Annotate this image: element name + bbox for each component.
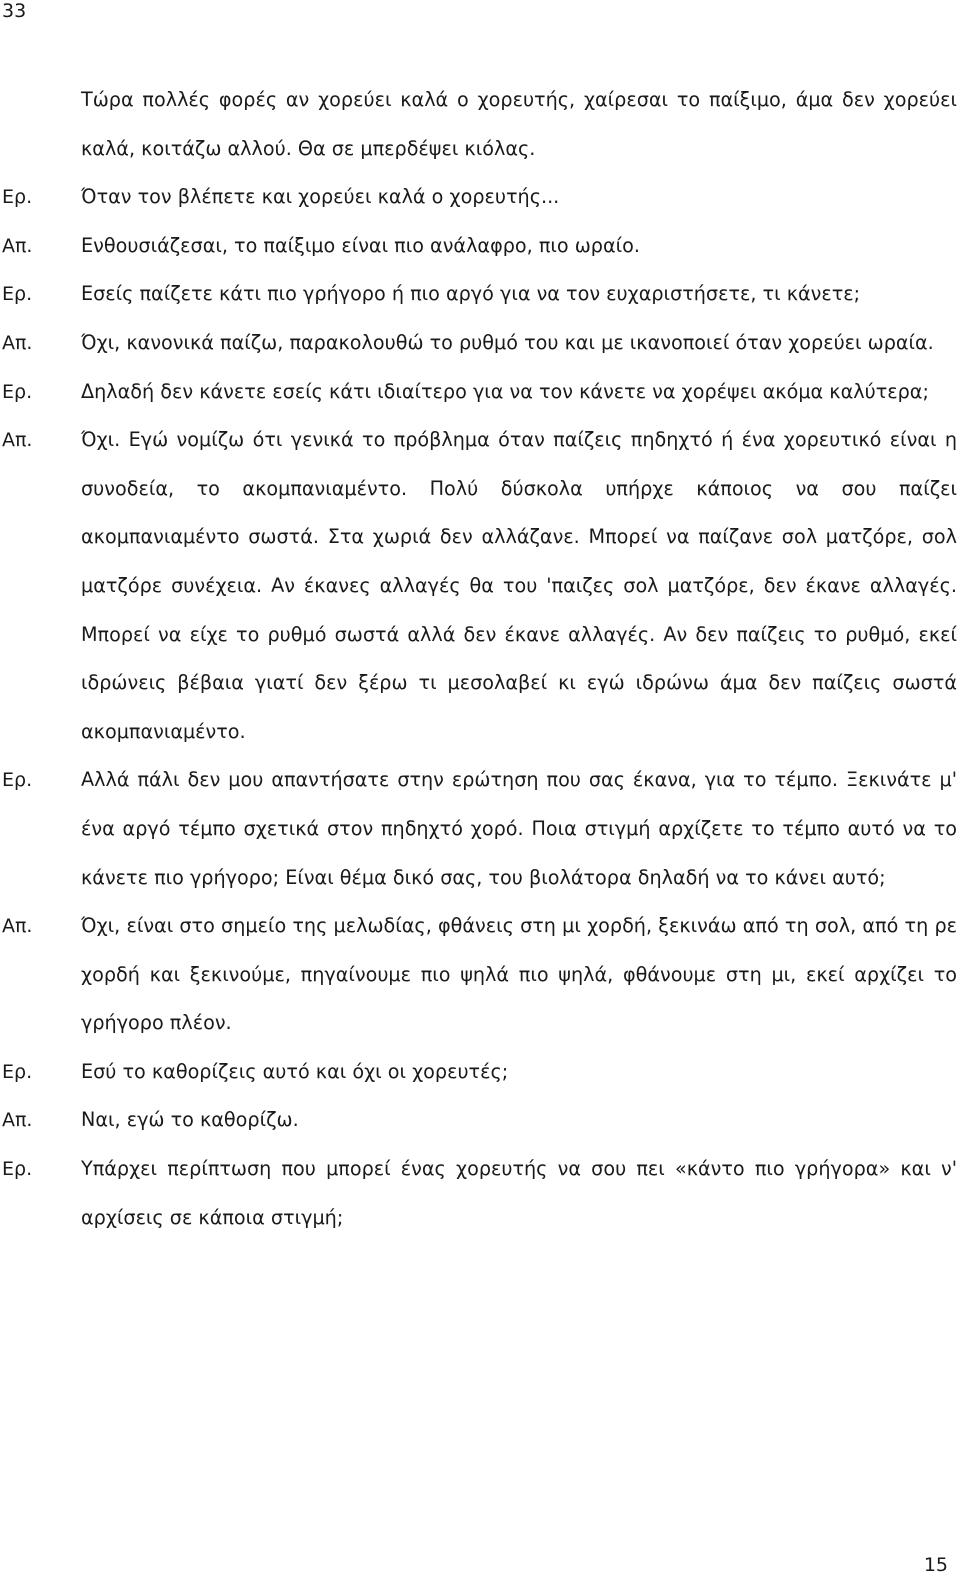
entry-text: Όταν τον βλέπετε και χορεύει καλά ο χορευτής... [81,185,560,209]
entry-text: Αλλά πάλι δεν μου απαντήσατε στην ερώτηση που σας έκανα, για το τέμπο. Ξεκινάτε μ' ένα αργό τέμπο σχετικά στον πηδηχτό χορό. Ποια στιγμή αρχίζετε το τέμπο αυτό να το κάνετε πιο γρήγορο; Είναι θέμα δικό σας, του βιολάτορα δηλαδή να το κάνει αυτό; [81,768,957,889]
transcript-entry [0,76,960,173]
speaker-label: Ερ. [2,380,33,403]
transcript-entry [0,270,960,319]
entry-text: Όχι, κανονικά παίζω, παρακολουθώ το ρυθμό του και με ικανοποιεί όταν χορεύει ωραία. [81,330,934,354]
page-number-top: 33 [2,0,27,22]
transcript-entry [0,902,960,1048]
transcript-entry [0,222,960,271]
transcript-entry [0,319,960,368]
transcript-entry [0,368,960,417]
transcript-entry [0,1096,960,1145]
speaker-label: Απ. [2,915,33,938]
entry-text: Εσύ το καθορίζεις αυτό και όχι οι χορευτές; [81,1059,509,1083]
transcript-entry [0,1145,960,1242]
speaker-label: Απ. [2,234,33,257]
speaker-label: Ερ. [2,186,33,209]
entry-text: Δηλαδή δεν κάνετε εσείς κάτι ιδιαίτερο για να τον κάνετε να χορέψει ακόμα καλύτερα; [81,379,929,403]
page-number-bottom: 15 [923,1554,948,1576]
speaker-label: Ερ. [2,283,33,306]
transcript-entry [0,1048,960,1097]
speaker-label: Ερ. [2,769,33,792]
entry-text: Ενθουσιάζεσαι, το παίξιμο είναι πιο ανάλαφρο, πιο ωραίο. [81,233,640,257]
speaker-label: Ερ. [2,1060,33,1083]
entry-text: Όχι. Εγώ νομίζω ότι γενικά το πρόβλημα όταν παίζεις πηδηχτό ή ένα χορευτικό είναι η συνοδεία, το ακομπανιαμέντο. Πολύ δύσκολα υπήρχε κάποιος να σου παίζει ακομπανιαμέντο σωστά. Στα χωριά δεν αλλάζανε. Μπορεί να παίζανε σολ ματζόρε, σολ ματζόρε συνέχεια. Αν έκανες αλλαγές θα του 'παιζες σολ ματζόρε, δεν έκανε αλλαγές. Μπορεί να είχε το ρυθμό σωστά αλλά δεν έκανε αλλαγές. Αν δεν παίζεις το ρυθμό, εκεί ιδρώνεις βέβαια γιατί δεν ξέρω τι μεσολαβεί κι εγώ ιδρώνω άμα δεν παίζεις σωστά ακομπανιαμέντο. [81,428,957,743]
transcript-entry [0,416,960,756]
entry-text: Υπάρχει περίπτωση που μπορεί ένας χορευτής να σου πει «κάντο πιο γρήγορα» και ν' αρχίσεις σε κάποια στιγμή; [81,1157,957,1229]
entry-text: Ναι, εγώ το καθορίζω. [81,1108,299,1132]
transcript-entry [0,173,960,222]
speaker-label: Απ. [2,429,33,452]
speaker-label: Απ. [2,1109,33,1132]
speaker-label: Ερ. [2,1158,33,1181]
speaker-label: Απ. [2,331,33,354]
entry-text: Εσείς παίζετε κάτι πιο γρήγορο ή πιο αργό για να τον ευχαριστήσετε, τι κάνετε; [81,282,861,306]
transcript-entry [0,756,960,902]
entry-text: Τώρα πολλές φορές αν χορεύει καλά ο χορευτής, χαίρεσαι το παίξιμο, άμα δεν χορεύει καλά, κοιτάζω αλλού. Θα σε μπερδέψει κιόλας. [81,88,957,160]
interview-transcript [0,76,960,1242]
entry-text: Όχι, είναι στο σημείο της μελωδίας, φθάνεις στη μι χορδή, ξεκινάω από τη σολ, από τη ρε χορδή και ξεκινούμε, πηγαίνουμε πιο ψηλά πιο ψηλά, φθάνουμε στη μι, εκεί αρχίζει το γρήγορο πλέον. [81,914,957,1035]
